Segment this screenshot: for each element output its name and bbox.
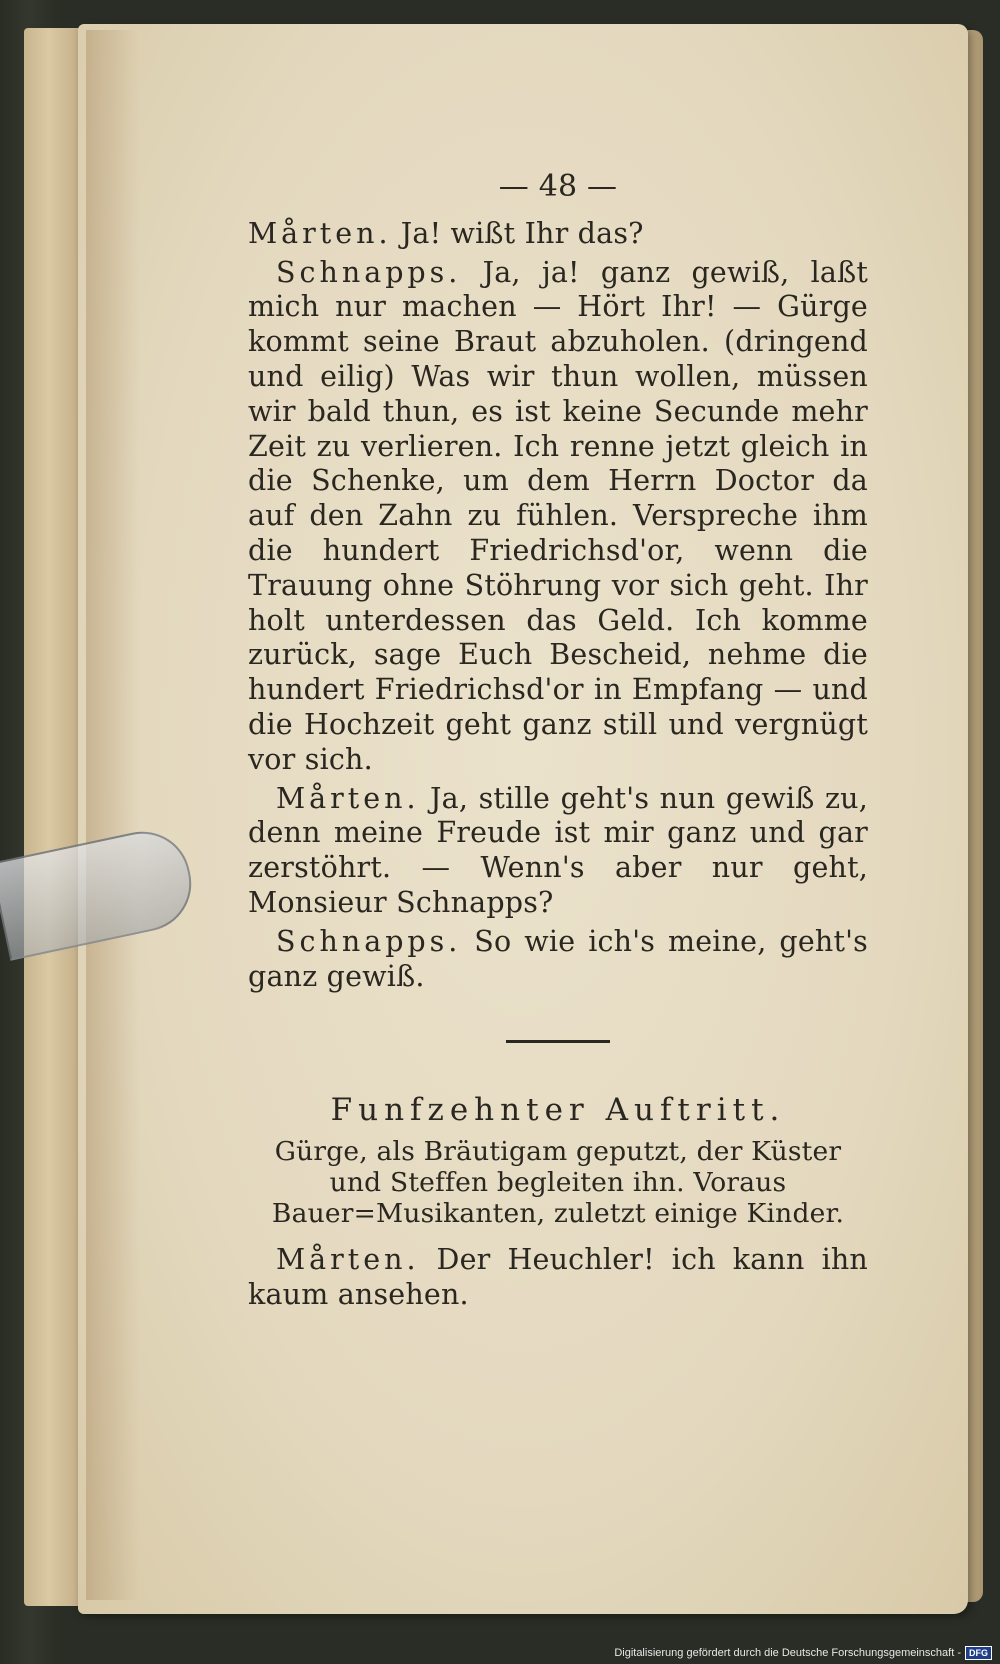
dfg-logo: DFG [965,1646,992,1660]
credit-text: Digitalisierung gefördert durch die Deutsche Forschungsgemeinschaft - [614,1647,961,1659]
page-number: — 48 — [498,169,618,204]
section-divider [506,1040,610,1043]
dialogue-text: Ja! wißt Ihr das? [400,216,644,250]
speaker-name: Mårten. [276,781,420,815]
dialogue-line [248,925,868,995]
page-gutter-shadow [86,30,140,1600]
page-text [248,170,868,1313]
book-page-edges-left [24,28,86,1606]
dialogue-text: Ja, stille geht's nun gewiß zu, denn meine Freude ist mir ganz und gar zerstöhrt. — Wenn's aber nur geht, Monsieur Schnapps? [248,781,868,919]
speaker-name: Mårten. [276,1243,420,1277]
dialogue-line [248,256,868,778]
dialogue-line [248,217,868,252]
dialogue-line [248,782,868,921]
dialogue-text: Ja, ja! ganz gewiß, laßt mich nur machen — Hört Ihr! — Gürge kommt seine Braut abzuholen. (dringend und eilig) Was wir thun wollen, müssen wir bald thun, es ist keine Secunde mehr Zeit zu verlieren. Ich renne jetzt gleich in die Schenke, um dem Herrn Doctor da auf den Zahn zu fühlen. Verspreche ihm die hundert Friedrichsd'or, wenn die Trauung ohne Stöhrung vor sich geht. Ihr holt unterdessen das Geld. Ich komme zurück, sage Euch Bescheid, nehme die hundert Friedrichsd'or in Empfang — und die Hochzeit geht ganz still und vergnügt vor sich. [248,255,868,776]
speaker-name: Mårten. [248,216,392,250]
speaker-name: Schnapps. [276,255,462,289]
scene-title: Funfzehnter Auftritt. [330,1092,786,1129]
dialogue-text: So wie ich's meine, geht's ganz gewiß. [248,924,868,993]
digitization-credit [614,1646,992,1660]
dialogue-line [248,1243,868,1313]
stage-direction: Gürge, als Bräutigam geputzt, der Küster und Steffen begleiten ihn. Voraus Bauer=Musikanten, zuletzt einige Kinder. [271,1136,845,1230]
dialogue-text: Der Heuchler! ich kann ihn kaum ansehen. [248,1243,868,1311]
speaker-name: Schnapps. [276,924,462,958]
